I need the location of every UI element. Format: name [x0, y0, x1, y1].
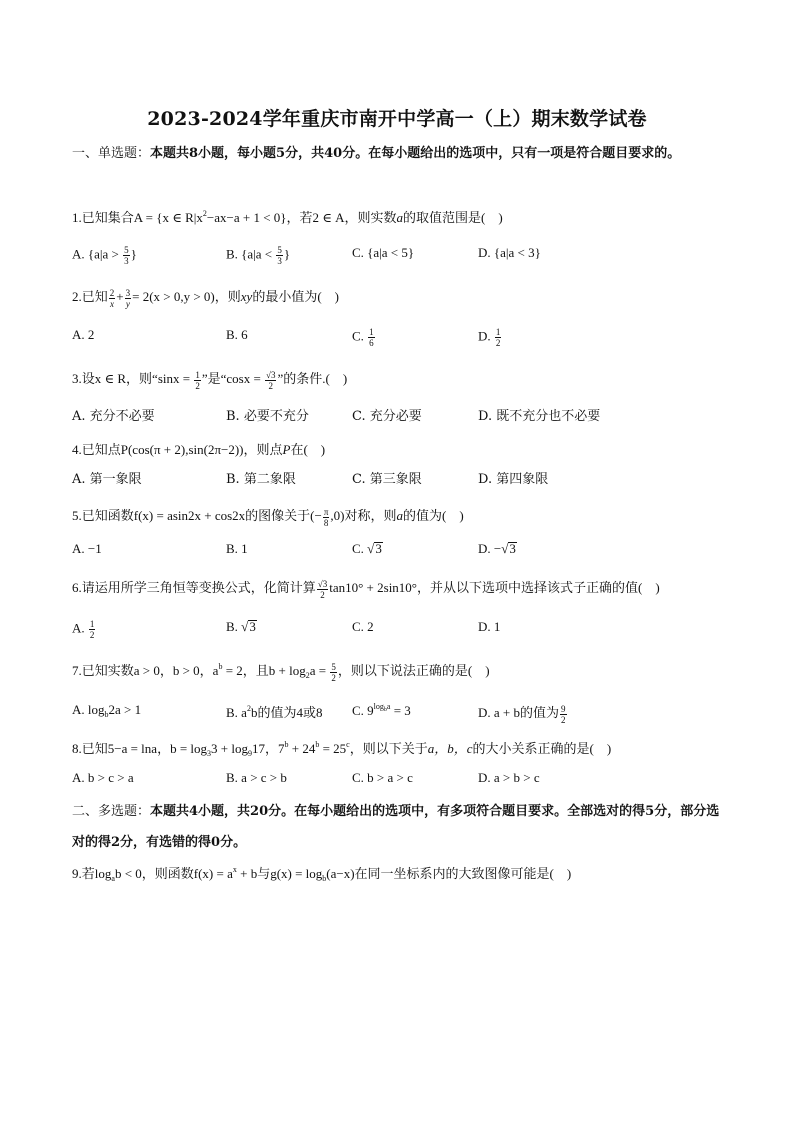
option-c: C. √3 [352, 541, 382, 556]
question-3-options [72, 405, 732, 425]
option-c: C. $\frac{1}{6}$ [352, 327, 374, 348]
option-d: D. {a|a < 3} [478, 245, 541, 260]
option-c: C. 第三象限 [352, 472, 422, 487]
question-5: 5.已知函数f(x) = asin2x + cos2x的图像关于(− $\frac{\pi}{8}$ ,0)对称，则a的值为( ) [72, 506, 464, 528]
question-1-options [72, 245, 732, 265]
option-d: D. 1 [478, 619, 501, 634]
question-8: 8.已知5−a = lna，$b = \log_33 + \log_917$，$7^b + 24^b = 25^c$，则以下关于a，b，c的大小关系正确的是( ) [72, 740, 612, 758]
option-a: A. $\frac{1}{2}$ [72, 619, 95, 640]
option-b: B. {a|a < $\frac{5}{3}$ } [226, 245, 291, 266]
option-d: D. a > b > c [478, 770, 540, 785]
option-b: B. 6 [226, 327, 248, 342]
option-d: D. −√3 [478, 541, 516, 556]
section-label: 二、多选题： [72, 804, 151, 819]
question-9: 9.若$\log_ab < 0$，则函数$f(x) = a^x + b$与$g(x) = \log_b(a-x)$在同一坐标系内的大致图像可能是( ) [72, 865, 572, 883]
option-b: B. 第二象限 [226, 472, 296, 487]
question-6: 6.请运用所学三角恒等变换公式，化简计算 $\frac{√3}{2}$ tan10° + 2sin10°，并从以下选项中选择该式子正确的值( ) [72, 578, 660, 600]
option-a: A. b > c > a [72, 770, 134, 785]
option-b: B. 必要不充分 [226, 409, 309, 424]
section-multi-choice-header [72, 796, 722, 858]
option-a: A. 第一象限 [72, 472, 142, 487]
option-c: C. b > a > c [352, 770, 413, 785]
question-7-options [72, 702, 732, 725]
question-3: 3.设x ∈ R，则“sinx = $\frac{1}{2}$ ”是“cosx = $\frac{√3}{2}$ ”的条件.( ) [72, 369, 348, 391]
question-8-options [72, 770, 732, 790]
question-4-options [72, 468, 732, 488]
option-b: B. 1 [226, 541, 248, 556]
section-desc: 本题共4小题，共20分。在每小题给出的选项中，有多项符合题目要求。全部选对的得5分，部分选对的得2分，有选错的得0分。 [72, 804, 720, 850]
option-c: C. 充分必要 [352, 409, 422, 424]
option-c: C. 2 [352, 619, 374, 634]
exam-title: 2023-2024学年重庆市南开中学高一（上）期末数学试卷 [147, 108, 647, 130]
question-4: 4.已知点P(cos(π + 2),sin(2π−2))，则点P在( ) [72, 442, 326, 457]
section-single-choice-header [72, 138, 722, 169]
question-7: 7.已知实数a > 0，b > 0，$a^b = 2$，且$b + \log_2a$ = $\frac{5}{2}$ ，则以下说法正确的是( ) [72, 661, 490, 683]
option-a: A. $\log_b2a > 1$ [72, 702, 142, 719]
question-1: 1.已知集合A = {x ∈ $R|x^2-ax-a + 1 < 0$}，若2 ∈ A，则实数a的取值范围是( ) [72, 209, 503, 225]
option-a: A. {a|a > $\frac{5}{3}$ } [72, 245, 137, 266]
option-c: C. {a|a < 5} [352, 245, 415, 260]
option-d: D. 第四象限 [478, 472, 549, 487]
option-a: A. 充分不必要 [72, 409, 155, 424]
option-a: A. 2 [72, 327, 95, 342]
option-a: A. −1 [72, 541, 102, 556]
option-d: D. a + b的值为 $\frac{9}{2}$ [478, 703, 566, 725]
section-label: 一、单选题： [72, 146, 151, 161]
question-5-options [72, 541, 732, 561]
option-d: D. $\frac{1}{2}$ [478, 327, 501, 348]
section-desc: 本题共8小题，每小题5分，共40分。在每小题给出的选项中，只有一项是符合题目要求的。 [150, 146, 681, 161]
question-6-options [72, 619, 732, 639]
question-2-options [72, 327, 732, 347]
option-c: C. $9^{logba} = 3$ [352, 702, 411, 718]
option-b: B. √3 [226, 619, 256, 634]
option-b: B. $a^2b$的值为4或8 [226, 704, 323, 720]
option-b: B. a > c > b [226, 770, 287, 785]
question-2: 2.已知 $\frac{2}{x}$ + $\frac{3}{y}$ = 2(x > 0,y > 0)，则xy的最小值为( ) [72, 287, 339, 309]
option-d: D. 既不充分也不必要 [478, 409, 601, 424]
